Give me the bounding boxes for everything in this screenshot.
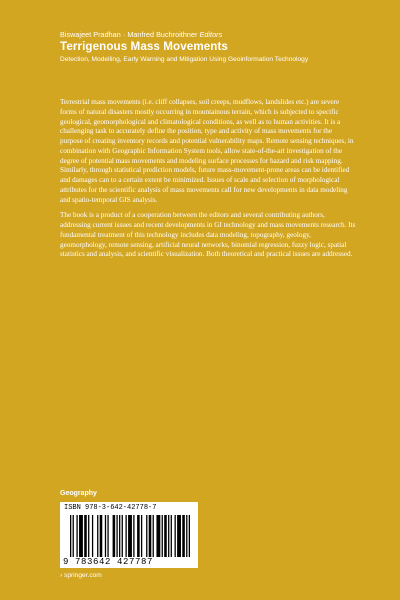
barcode-graphic — [70, 515, 190, 557]
blurb-paragraph-1: Terrestrial mass movements (i.e. cliff collapses, soil creeps, mudflows, landslides etc.) are severe forms of natural disasters mostly occurring in mountainous terrain, which is subjected to specific geological, geomorphological and climatological conditions, as well as to human activities. It is a challenging task to accurately define the position, type and activity of mass movements for the purpose of creating inventory records and potential vulnerability maps. Remote sensing techniques, in combination with Geographic Information System tools, allow state-of-the-art investigation of the degree of potential mass movements and modeling surface processes for hazard and risk mapping. Similarly, through statistical prediction models, future mass-movement-prone areas can be identified and damages can to a certain extent be minimized. Issues of scale and selection of morphological attributes for the scientific analysis of mass movements call for new developments in data modeling and spatio-temporal GIS analysis. — [60, 98, 354, 204]
editors-line — [60, 30, 222, 39]
isbn-label: ISBN 978-3-642-42778-7 — [64, 504, 157, 512]
blurb — [60, 98, 356, 266]
publisher-website: › springer.com — [60, 572, 102, 579]
editors-role: Editors — [199, 30, 223, 39]
editor-names: Biswajeet Pradhan · Manfred Buchroithner — [60, 30, 198, 39]
isbn-barcode — [60, 502, 198, 568]
book-subtitle: Detection, Modelling, Early Warning and Mitigation Using Geoinformation Technology — [60, 56, 309, 63]
blurb-paragraph-2: The book is a product of a cooperation between the editors and several contributing authors, addressing current issues and recent developments in GI technology and mass movements research. Its fundamental treatment of this technology includes data modeling, topography, geology, geomorphology, remote sensing, artificial neural networks, binomial regression, fuzzy logic, spatial statistics and analysis, and scientific visualization. Both theoretical and practical issues are addressed. — [60, 211, 356, 259]
barcode-number: 9 783642 427787 — [63, 557, 154, 567]
subject-category: Geography — [60, 490, 97, 497]
book-title: Terrigenous Mass Movements — [60, 40, 228, 53]
